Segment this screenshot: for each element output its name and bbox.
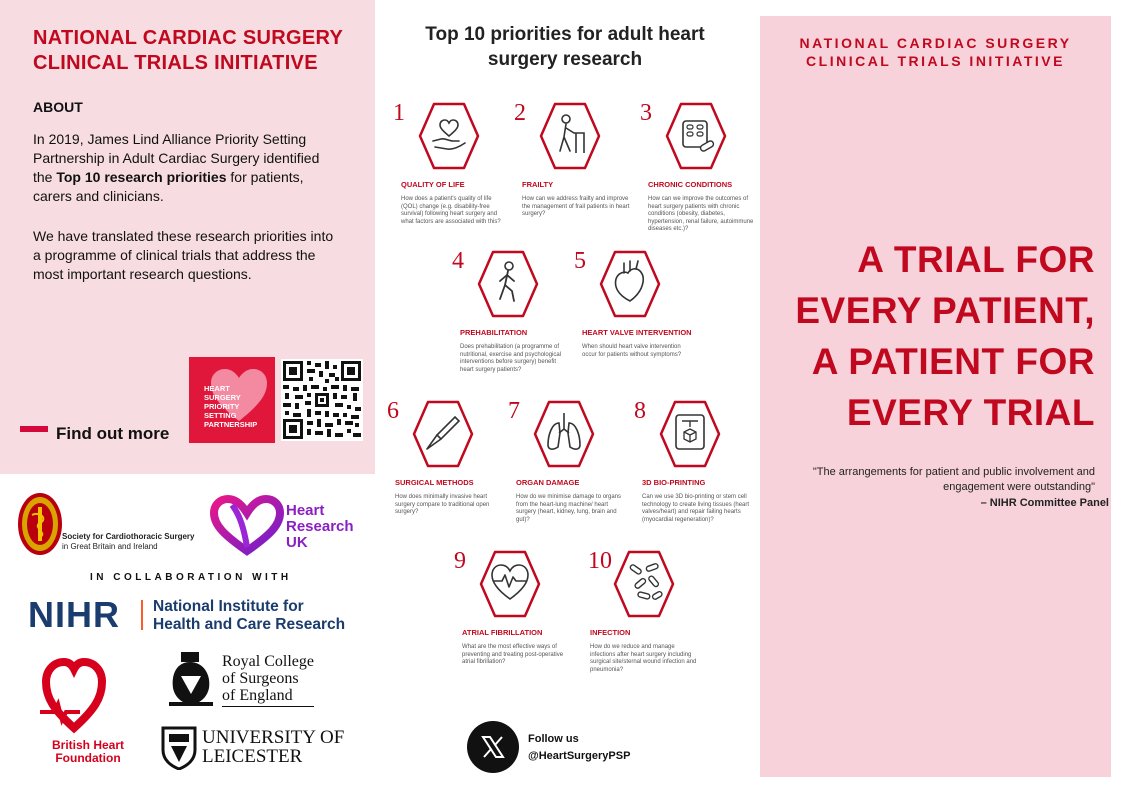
- about-text-bold: Top 10 research priorities: [56, 169, 227, 185]
- leicester-name: UNIVERSITY OF LEICESTER: [202, 727, 345, 767]
- initiative-header: NATIONAL CARDIAC SURGERY CLINICAL TRIALS INITIATIVE: [799, 35, 1072, 69]
- priority-number: 1: [393, 100, 405, 126]
- heartbeat-icon: [478, 549, 542, 619]
- priority-title: INFECTION: [590, 628, 631, 637]
- priority-description: How do we reduce and manage infections after heart surgery including surgical site/sternal wound infection and pneumonia?: [590, 644, 697, 673]
- scts-name-line1: Society for Cardiothoracic Surgery: [62, 532, 195, 541]
- nihr-wordmark[interactable]: NIHR: [28, 594, 120, 635]
- scts-name-line2: in Great Britain and Ireland: [62, 542, 158, 551]
- rcs-crest-icon[interactable]: [163, 650, 219, 708]
- priorities-title: Top 10 priorities for adult heart surgery research: [425, 24, 705, 70]
- x-social-button[interactable]: [467, 721, 519, 773]
- anatomical-heart-icon: [598, 249, 662, 319]
- testimonial-quote: "The arrangements for patient and public involvement and engagement were outstanding": [812, 466, 1095, 493]
- lungs-icon: [532, 399, 596, 469]
- priority-title: HEART VALVE INTERVENTION: [582, 328, 692, 337]
- priority-description: How do we minimise damage to organs from the heart-lung machine/ heart surgery (heart, kidney, lung, brain and gut)?: [516, 494, 622, 523]
- about-text-a: In 2019, James Lind Alliance Priority Setting Partnership in Adult Cardiac Surgery identified the: [33, 131, 320, 185]
- about-paragraph-1: [33, 130, 338, 206]
- collaboration-label: IN COLLABORATION WITH: [90, 572, 292, 583]
- about-heading: ABOUT: [33, 99, 83, 115]
- priority-description: What are the most effective ways of preventing and treating post-operative atrial fibrillation?: [462, 644, 564, 666]
- priority-number: 7: [508, 398, 520, 424]
- pills-icon: [664, 101, 728, 171]
- qr-code-icon: [281, 359, 363, 441]
- priority-title: CHRONIC CONDITIONS: [648, 180, 733, 189]
- priority-description: Can we use 3D bio-printing or stem cell technology to create living tissues (heart valves/heart) and repair failing hearts (myocardial regeneration)?: [642, 494, 750, 523]
- bhf-name: British Heart Foundation: [51, 738, 125, 765]
- priority-number: 10: [588, 548, 612, 574]
- slogan: A TRIAL FOR EVERY PATIENT, A PATIENT FOR EVERY TRIAL: [795, 239, 1095, 433]
- scts-crest-icon[interactable]: [18, 493, 62, 555]
- about-text-b: for patients, carers and clinicians.: [33, 169, 304, 204]
- 3d-printer-icon: [658, 399, 722, 469]
- priority-description: How does minimally invasive heart surgery compare to traditional open surgery?: [395, 494, 490, 516]
- priority-description: When should heart valve intervention occur for patients without symptoms?: [582, 344, 682, 358]
- quote-source: – NIHR Committee Panel: [980, 497, 1109, 509]
- bhf-heart-icon[interactable]: [40, 652, 108, 736]
- leicester-crest-icon[interactable]: [161, 726, 197, 770]
- rcs-underline: [222, 706, 314, 707]
- find-out-more-link[interactable]: Find out more: [56, 424, 170, 443]
- nihr-name: National Institute for Health and Care Research: [153, 598, 346, 633]
- priority-number: 3: [640, 100, 652, 126]
- hand-heart-icon: [417, 101, 481, 171]
- priority-title: ORGAN DAMAGE: [516, 478, 580, 487]
- find-out-more-bar: [20, 426, 48, 432]
- nihr-divider: [141, 600, 143, 630]
- x-logo-icon: [481, 735, 505, 759]
- priority-description: Does prehabilitation (a programme of nutritional, exercise and psychological interventions before surgery) benefit heart surgery patients?: [460, 344, 562, 373]
- qr-code[interactable]: [281, 359, 363, 441]
- follow-us-label: Follow us: [528, 733, 579, 745]
- heart-research-uk-icon[interactable]: [210, 495, 284, 557]
- rcs-name: Royal College of Surgeons of England: [222, 653, 314, 704]
- walking-person-icon: [476, 249, 540, 319]
- priority-title: SURGICAL METHODS: [395, 478, 474, 487]
- scalpel-icon: [411, 399, 475, 469]
- priority-number: 4: [452, 248, 464, 274]
- priority-description: How can we improve the outcomes of heart surgery patients with chronic conditions (obesity, diabetes, hypertension, renal failure, autoimmune diseases etc.)?: [648, 196, 754, 233]
- psp-logo[interactable]: [189, 357, 275, 443]
- priority-number: 9: [454, 548, 466, 574]
- priority-title: QUALITY OF LIFE: [401, 180, 465, 189]
- bacteria-icon: [612, 549, 676, 619]
- priority-title: 3D BIO-PRINTING: [642, 478, 706, 487]
- initiative-title: NATIONAL CARDIAC SURGERY CLINICAL TRIALS INITIATIVE: [33, 27, 343, 74]
- priority-number: 6: [387, 398, 399, 424]
- priority-number: 2: [514, 100, 526, 126]
- walker-icon: [538, 101, 602, 171]
- scts-name: [62, 532, 222, 552]
- priority-title: PREHABILITATION: [460, 328, 528, 337]
- priority-description: How does a patient's quality of life (QOL) change (e.g. disability-free survival) following heart surgery and what factors are associated with this?: [401, 196, 501, 225]
- priority-description: How can we address frailty and improve the management of frail patients in heart surgery?: [522, 196, 630, 218]
- psp-logo-text: HEART SURGERY PRIORITY SETTING PARTNERSHIP: [204, 384, 258, 429]
- social-handle-link[interactable]: @HeartSurgeryPSP: [528, 750, 631, 762]
- heart-research-uk-name: Heart Research UK: [286, 502, 354, 551]
- priority-title: ATRIAL FIBRILLATION: [462, 628, 543, 637]
- priority-number: 8: [634, 398, 646, 424]
- about-paragraph-2: We have translated these research priorities into a programme of clinical trials that address the most important research questions.: [33, 228, 334, 282]
- priority-number: 5: [574, 248, 586, 274]
- priority-title: FRAILTY: [522, 180, 554, 189]
